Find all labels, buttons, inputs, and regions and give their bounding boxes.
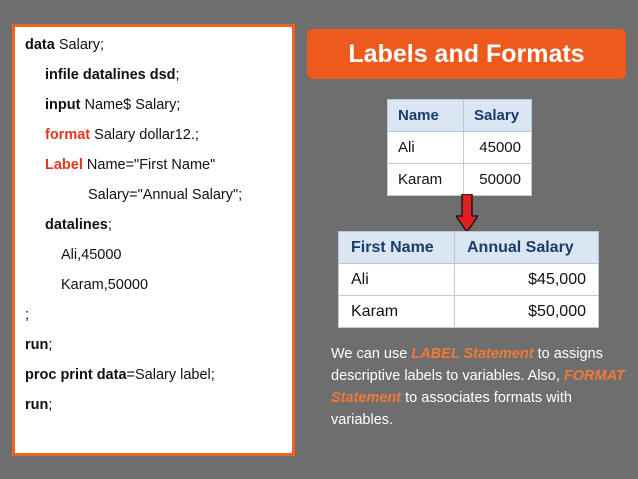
down-arrow-icon <box>456 194 478 232</box>
code-keyword: data <box>25 37 55 53</box>
code-keyword: input <box>45 97 81 113</box>
code-line-data-row-1 <box>61 247 121 263</box>
table-cell: Ali <box>339 264 455 296</box>
code-line-format <box>45 127 199 143</box>
code-line-terminator <box>25 307 29 323</box>
code-line-label <box>45 157 215 173</box>
code-text: Ali,45000 <box>61 247 122 263</box>
table-cell: $50,000 <box>455 296 599 328</box>
code-text: Salary="Annual Salary"; <box>88 187 243 203</box>
code-keyword: proc print data <box>25 367 127 383</box>
code-line-run-1 <box>25 337 52 353</box>
code-text: Salary; <box>54 37 104 53</box>
code-line-infile <box>45 67 180 83</box>
output-table-labeled <box>338 231 599 328</box>
description-part: to assigns descriptive labels to variables. Also, <box>331 346 603 384</box>
table-cell: Karam <box>388 164 464 196</box>
code-keyword: datalines <box>45 217 108 233</box>
code-text: =Salary label; <box>126 367 215 383</box>
code-line-label-salary <box>88 187 242 203</box>
slide-title: Labels and Formats <box>307 29 626 79</box>
code-line-proc-print <box>25 367 215 383</box>
code-keyword: run <box>25 337 49 353</box>
table-cell: $45,000 <box>455 264 599 296</box>
code-line-run-2 <box>25 397 52 413</box>
table-row <box>388 164 532 196</box>
code-text: ; <box>25 307 30 323</box>
column-header-name: Name <box>388 100 464 132</box>
code-line-datalines <box>45 217 112 233</box>
table-cell: 50000 <box>464 164 532 196</box>
code-text: Name$ Salary; <box>80 97 181 113</box>
description-text <box>331 343 631 431</box>
column-header-first-name: First Name <box>339 232 455 264</box>
code-text: ; <box>48 397 53 413</box>
column-header-annual-salary: Annual Salary <box>455 232 599 264</box>
description-part: to associates formats with variables. <box>331 390 572 428</box>
code-keyword-label: Label <box>45 157 83 173</box>
code-text: ; <box>107 217 112 233</box>
code-line-data <box>25 37 104 53</box>
output-table-default <box>387 99 532 196</box>
code-line-data-row-2 <box>61 277 148 293</box>
table-row <box>388 132 532 164</box>
code-text: Karam,50000 <box>61 277 149 293</box>
table-cell: Karam <box>339 296 455 328</box>
code-keyword-format: format <box>45 127 91 143</box>
code-panel <box>12 24 295 456</box>
table-row <box>339 296 599 328</box>
code-text: ; <box>48 337 53 353</box>
code-text: Salary dollar12.; <box>90 127 199 143</box>
format-statement-highlight: FORMAT Statement <box>331 368 625 406</box>
code-line-input <box>45 97 180 113</box>
code-keyword: run <box>25 397 49 413</box>
table-cell: 45000 <box>464 132 532 164</box>
table-header-row <box>388 100 532 132</box>
column-header-salary: Salary <box>464 100 532 132</box>
description-part: We can use <box>331 346 412 362</box>
table-cell: Ali <box>388 132 464 164</box>
table-header-row <box>339 232 599 264</box>
code-text: ; <box>175 67 180 83</box>
code-text: Name="First Name" <box>82 157 216 173</box>
table-row <box>339 264 599 296</box>
label-statement-highlight: LABEL Statement <box>411 346 534 362</box>
code-keyword: infile datalines dsd <box>45 67 176 83</box>
